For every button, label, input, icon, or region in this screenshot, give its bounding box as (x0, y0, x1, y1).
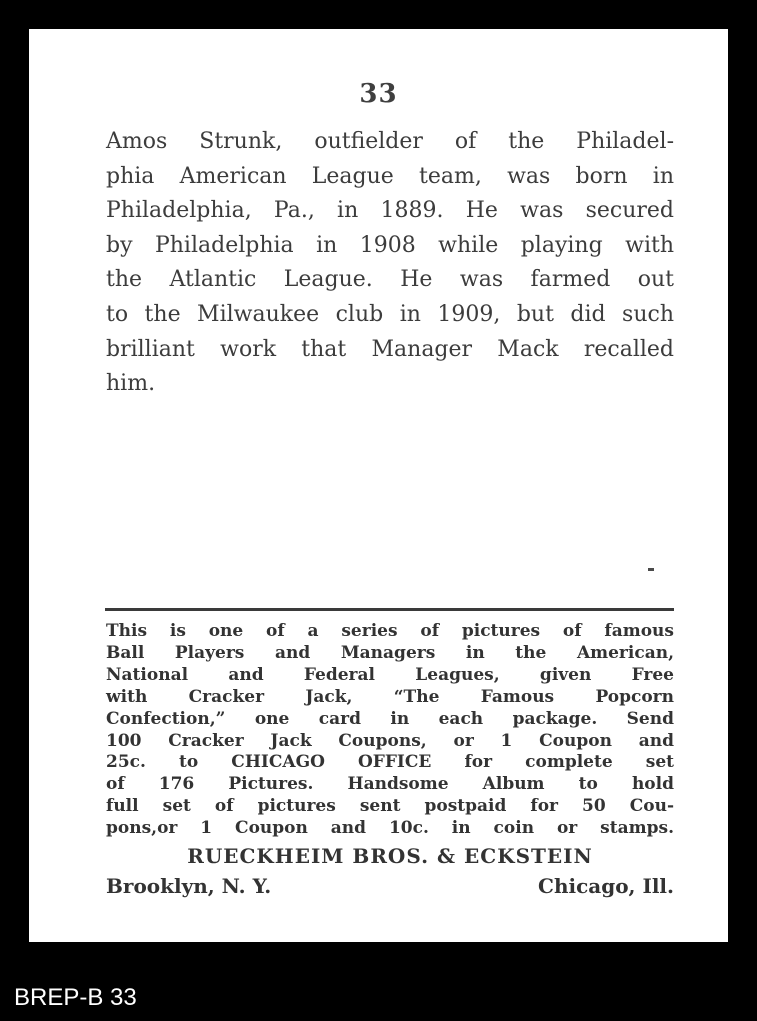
ad-line: Confection,” one card in each package. Send (106, 708, 674, 729)
promotional-text (106, 621, 674, 840)
bio-line: brilliant work that Manager Mack recalled (106, 336, 674, 362)
bio-line: the Atlantic League. He was farmed out (106, 267, 674, 293)
ad-line: pons,or 1 Coupon and 10c. in coin or stamps. (106, 818, 674, 839)
ad-line: 100 Cracker Jack Coupons, or 1 Coupon and (106, 730, 674, 751)
ad-line: of 176 Pictures. Handsome Album to hold (106, 774, 674, 795)
publisher-city-brooklyn: Brooklyn, N. Y. (106, 874, 272, 898)
player-biography (106, 125, 674, 402)
ad-line: 25c. to CHICAGO OFFICE for complete set (106, 752, 674, 773)
publisher-city-chicago: Chicago, Ill. (538, 874, 674, 898)
ad-line: This is one of a series of pictures of famous (106, 621, 674, 641)
publisher-name: RUECKHEIM BROS. & ECKSTEIN (187, 844, 593, 868)
image-caption: BREP-B 33 (14, 984, 137, 1011)
card-back (29, 29, 728, 942)
bio-line: Amos Strunk, outfielder of the Philadel- (106, 129, 674, 154)
bio-line: by Philadelphia in 1908 while playing with (106, 232, 674, 258)
ad-line: with Cracker Jack, “The Famous Popcorn (106, 686, 674, 707)
bio-line: phia American League team, was born in (106, 163, 674, 189)
print-speck (648, 568, 654, 571)
ad-line: National and Federal Leagues, given Free (106, 664, 674, 685)
divider-rule (105, 608, 674, 611)
bio-line: him. (106, 371, 156, 397)
ad-line: Ball Players and Managers in the American, (106, 642, 674, 663)
bio-line: Philadelphia, Pa., in 1889. He was secured (106, 198, 674, 224)
bio-line: to the Milwaukee club in 1909, but did such (106, 301, 674, 327)
ad-line: full set of pictures sent postpaid for 50 Cou- (106, 796, 674, 817)
card-number: 33 (359, 79, 398, 109)
